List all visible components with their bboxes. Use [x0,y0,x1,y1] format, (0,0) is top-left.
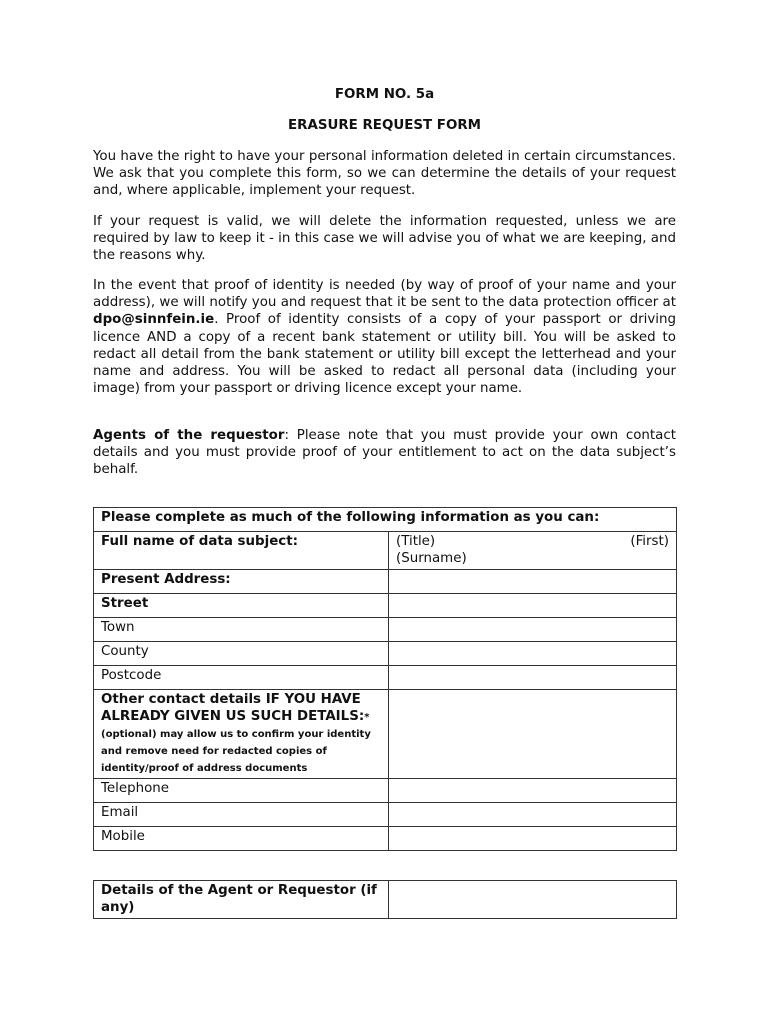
intro-paragraph-2: If your request is valid, we will delete the information requested, unless we are required by law to keep it - in this case we will advise you of what we are keeping, and the reasons why. [93,214,676,264]
email-row [94,803,677,827]
postcode-field[interactable] [389,666,677,690]
other-contact-note: *(optional) may allow us to confirm your identity and remove need for redacted copies of identity/proof of address documents [101,712,371,774]
email-label: Email [94,803,389,827]
postcode-label: Postcode [94,666,389,690]
town-label: Town [94,618,389,642]
dpo-email-link[interactable]: dpo@sinnfein.ie [93,312,215,328]
data-subject-table [93,507,677,851]
street-row [94,594,677,618]
agent-label: Details of the Agent or Requestor (if any) [94,881,389,919]
present-address-field[interactable] [389,570,677,594]
intro-paragraph-3 [93,277,676,397]
agents-paragraph [93,427,676,479]
agent-field[interactable] [389,881,677,919]
title-hint: (Title) [396,534,436,549]
present-address-label: Present Address: [94,570,389,594]
present-address-row [94,570,677,594]
first-name-hint: (First) [630,534,669,549]
email-field[interactable] [389,803,677,827]
surname-hint: (Surname) [396,551,467,566]
street-field[interactable] [389,594,677,618]
telephone-label: Telephone [94,779,389,803]
form-title: ERASURE REQUEST FORM [288,118,481,133]
agents-label: Agents of the requestor [93,428,285,443]
intro-paragraph-1: You have the right to have your personal information deleted in certain circumstances. We ask that you complete this form, so we can determine the details of your request and, where applicable, implement your request. [93,149,676,199]
proof-text-after: . Proof of identity consists of a copy of your passport or driving licence AND a copy of a recent bank statement or utility bill. You will be asked to redact all detail from the bank statement or utility bill except the letterhead and your name and address. You will be asked to redact all personal data (including your image) from your passport or driving licence except your name. [93,312,676,397]
agents-text: : Please note that you must provide your own contact details and you must provide proof of your entitlement to act on the data subject’s behalf. [93,428,676,478]
other-contact-bold: Other contact details IF YOU HAVE ALREADY GIVEN US SUCH DETAILS: [101,692,365,724]
other-contact-row [94,690,677,779]
full-name-label: Full name of data subject: [94,532,389,570]
mobile-label: Mobile [94,827,389,851]
county-field[interactable] [389,642,677,666]
postcode-row [94,666,677,690]
proof-text-before: In the event that proof of identity is needed (by way of proof of your name and your address), we will notify you and request that it be sent to the data protection officer at [93,278,676,311]
town-row [94,618,677,642]
telephone-field[interactable] [389,779,677,803]
telephone-row [94,779,677,803]
street-label: Street [94,594,389,618]
full-name-field[interactable] [389,532,677,570]
county-row [94,642,677,666]
town-field[interactable] [389,618,677,642]
table-header-row [94,508,677,532]
form-number: FORM NO. 5a [334,87,435,102]
full-name-row [94,532,677,570]
mobile-row [94,827,677,851]
agent-table [93,880,677,919]
other-contact-label [94,690,389,779]
agent-row [94,881,677,919]
table-header: Please complete as much of the following information as you can: [94,508,677,532]
county-label: County [94,642,389,666]
other-contact-field[interactable] [389,690,677,779]
mobile-field[interactable] [389,827,677,851]
